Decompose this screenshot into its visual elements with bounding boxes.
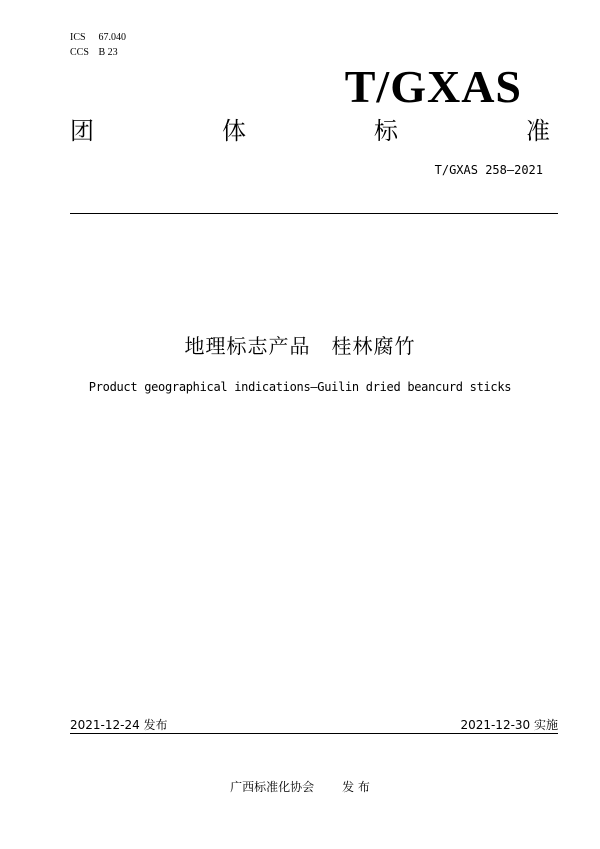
ics-value: 67.040 <box>98 32 126 43</box>
standard-number: T/GXAS 258—2021 <box>434 163 543 177</box>
header-divider <box>70 213 558 214</box>
ics-label: ICS <box>70 32 86 43</box>
standard-type-char: 标 <box>374 117 398 145</box>
classification-codes <box>70 30 126 60</box>
title-english: Product geographical indications—Guilin dried beancurd sticks <box>88 380 512 394</box>
publish-date: 2021-12-24 发布 <box>70 718 168 732</box>
issuer <box>0 778 600 795</box>
ics-line <box>70 30 126 45</box>
implement-date: 2021-12-30 实施 <box>460 718 558 732</box>
title-chinese: 地理标志产品 桂林腐竹 <box>184 334 416 358</box>
standard-logo: T/GXAS <box>344 61 522 112</box>
standard-type <box>70 116 550 146</box>
issuer-org: 广西标准化协会 <box>230 780 315 794</box>
standard-type-char: 准 <box>526 117 550 145</box>
standard-type-char: 团 <box>70 117 94 145</box>
ccs-value: B 23 <box>98 47 118 58</box>
issuer-action: 发 布 <box>342 780 370 794</box>
ccs-line <box>70 45 126 60</box>
standard-type-char: 体 <box>222 117 246 145</box>
ccs-label: CCS <box>70 47 89 58</box>
footer-divider <box>70 733 558 734</box>
